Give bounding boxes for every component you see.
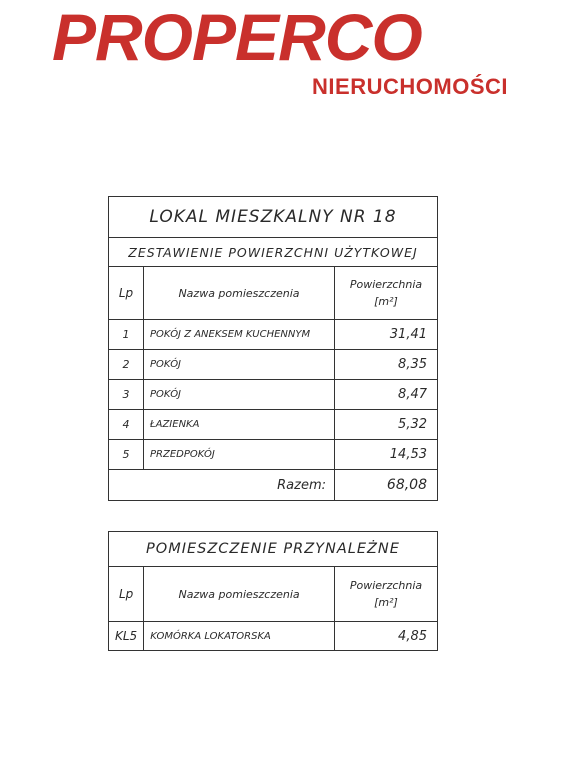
logo-subtitle: NIERUCHOMOŚCI <box>312 74 508 99</box>
table-title: LOKAL MIESZKALNY NR 18 <box>109 197 438 238</box>
row-lp: KL5 <box>109 622 144 651</box>
row-area: 14,53 <box>335 440 438 470</box>
row-area: 8,35 <box>335 350 438 380</box>
row-name: ŁAZIENKA <box>144 410 335 440</box>
table-header-row <box>109 567 438 622</box>
row-lp: 4 <box>109 410 144 440</box>
table-title: POMIESZCZENIE PRZYNALEŻNE <box>109 532 438 567</box>
row-area: 5,32 <box>335 410 438 440</box>
row-name: POKÓJ Z ANEKSEM KUCHENNYM <box>144 320 335 350</box>
header-name: Nazwa pomieszczenia <box>144 267 335 320</box>
header-area-label: Powierzchnia <box>349 278 423 291</box>
total-label: Razem: <box>109 470 335 501</box>
table-subtitle: ZESTAWIENIE POWIERZCHNI UŻYTKOWEJ <box>109 238 438 267</box>
usable-area-table <box>108 196 438 501</box>
total-value: 68,08 <box>335 470 438 501</box>
row-name: KOMÓRKA LOKATORSKA <box>144 622 335 651</box>
header-lp: Lp <box>109 267 144 320</box>
header-area <box>335 567 438 622</box>
company-logo <box>52 0 522 104</box>
row-lp: 5 <box>109 440 144 470</box>
total-row <box>109 470 438 501</box>
row-area: 8,47 <box>335 380 438 410</box>
table-header-row <box>109 267 438 320</box>
header-lp: Lp <box>109 567 144 622</box>
header-area-unit: [m²] <box>374 596 398 609</box>
row-name: PRZEDPOKÓJ <box>144 440 335 470</box>
table-row <box>109 622 438 651</box>
auxiliary-room-table <box>108 531 438 651</box>
header-area-unit: [m²] <box>374 295 398 308</box>
header-area-label: Powierzchnia <box>349 579 423 592</box>
row-lp: 1 <box>109 320 144 350</box>
table-row <box>109 380 438 410</box>
row-area: 31,41 <box>335 320 438 350</box>
table-row <box>109 350 438 380</box>
row-lp: 2 <box>109 350 144 380</box>
header-name: Nazwa pomieszczenia <box>144 567 335 622</box>
row-lp: 3 <box>109 380 144 410</box>
table-row <box>109 440 438 470</box>
row-name: POKÓJ <box>144 350 335 380</box>
logo-brand: PROPERCO <box>52 0 422 74</box>
header-area <box>335 267 438 320</box>
row-area: 4,85 <box>335 622 438 651</box>
table-row <box>109 410 438 440</box>
row-name: POKÓJ <box>144 380 335 410</box>
table-row <box>109 320 438 350</box>
